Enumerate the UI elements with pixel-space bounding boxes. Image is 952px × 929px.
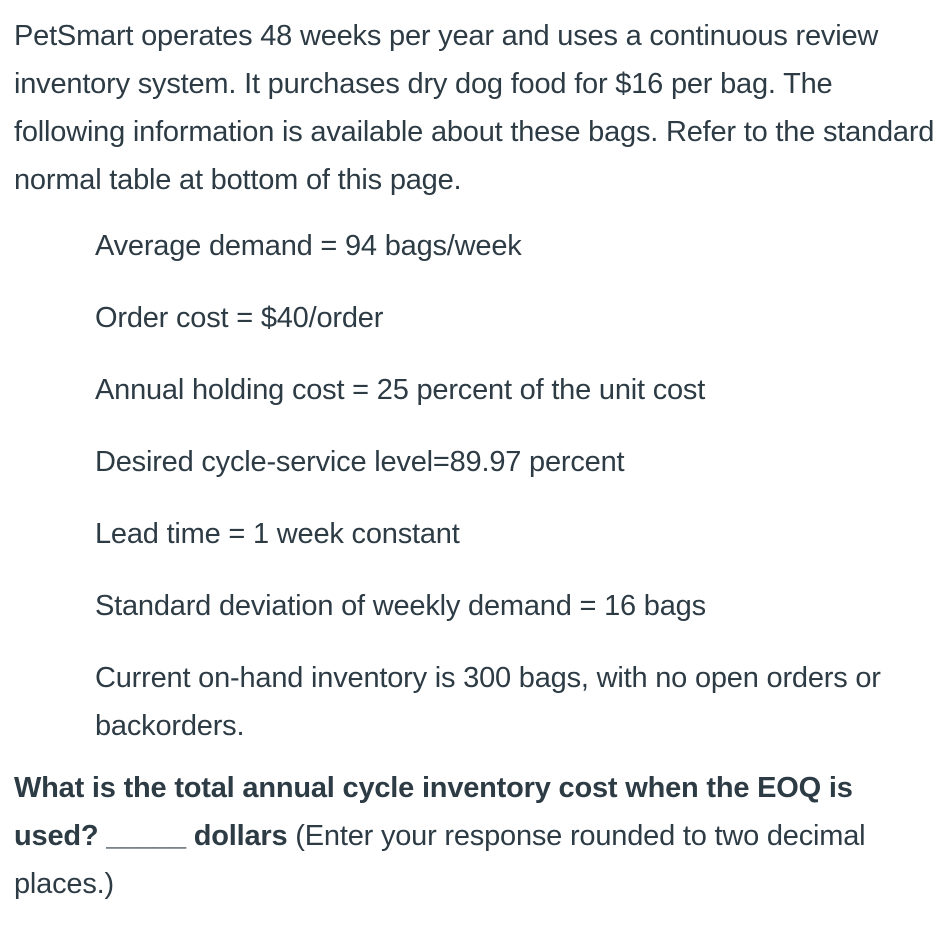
given-order-cost: Order cost = $40/order xyxy=(95,302,384,334)
given-average-demand: Average demand = 94 bags/week xyxy=(95,230,522,262)
question-instruction: (Enter your response rounded to two decimal places.) xyxy=(14,820,866,900)
problem-intro: PetSmart operates 48 weeks per year and uses a continuous review inventory system. It purchases dry dog food for $16 per bag. The following information is available about these bags. Refer to the standard normal table at bottom of this page. xyxy=(14,20,935,196)
question-prompt xyxy=(14,764,942,908)
given-holding-cost: Annual holding cost = 25 percent of the unit cost xyxy=(95,374,706,406)
given-service-level: Desired cycle-service level=89.97 percent xyxy=(95,446,625,478)
given-lead-time: Lead time = 1 week constant xyxy=(95,518,460,550)
question-bold-text: What is the total annual cycle inventory cost when the EOQ is used? _____ dollars xyxy=(14,772,853,852)
given-data-list xyxy=(14,222,942,750)
given-on-hand-inventory: Current on-hand inventory is 300 bags, with no open orders or backorders. xyxy=(95,662,881,742)
given-std-deviation: Standard deviation of weekly demand = 16 bags xyxy=(95,590,706,622)
